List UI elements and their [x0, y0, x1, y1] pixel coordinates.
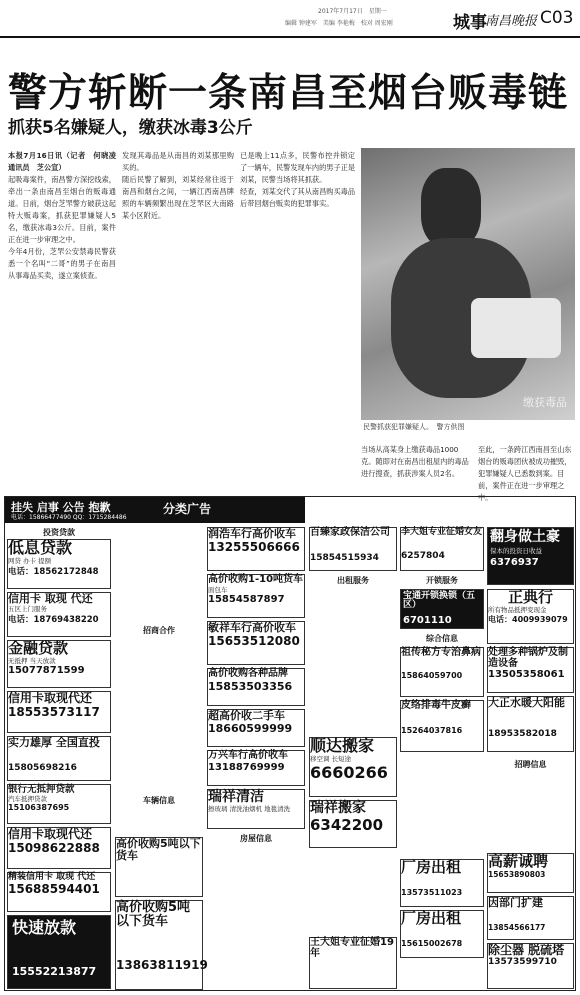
ad-phone: 15615002678	[401, 938, 463, 948]
photo-evidence-package	[471, 298, 561, 358]
ad-phone: 15854587897	[208, 593, 285, 605]
category-misc: 综合信息	[426, 634, 458, 643]
category-rent: 出租服务	[337, 576, 369, 585]
ad-phone: 6660266	[310, 762, 388, 782]
ad-phone: 6701110	[403, 614, 452, 626]
ad-phone: 15098622888	[8, 840, 100, 855]
ad-phone: 18660599999	[208, 721, 293, 735]
ad-become-rich	[487, 527, 574, 585]
article-paragraph: 发现其毒品是从南昌的刘某那里购买的。	[122, 151, 234, 172]
ad-title: 百臻家政保洁公司	[310, 527, 390, 538]
ad-dust-collector	[487, 943, 574, 989]
ad-buy-all-brands	[207, 668, 305, 706]
ad-phone: 6342200	[310, 815, 384, 834]
article-bottom-right: 至此，一条跨江西南昌至山东烟台的贩毒团伙被成功摧毁，犯罪嫌疑人已悉数到案。目前，案件正在进一步审理之中。	[478, 445, 572, 502]
article-paragraph: 经查，刘某交代了其从南昌购买毒品后带回烟台贩卖的犯罪事实。	[240, 187, 356, 208]
ad-department-expansion	[487, 896, 574, 940]
ad-title: 宝通开锁换锁（五区）	[403, 591, 476, 611]
ad-title: 快速放款	[12, 918, 77, 937]
ad-marriage-li	[400, 527, 484, 571]
ad-title: 银行无抵押贷款	[8, 784, 75, 795]
ad-psoriasis	[400, 700, 484, 752]
article-paragraph: 今年4月份，芝罘公安禁毒民警获悉一个名叫“二哥”的男子在南昌从事毒品买卖，遂立案侦查。	[8, 247, 116, 280]
ad-phone: 电话：18562172848	[8, 566, 99, 577]
issue-date: 2017年7月17日 星期一	[318, 8, 387, 15]
ad-phone: 13573511023	[401, 887, 463, 897]
ad-shunda-moving	[309, 737, 397, 797]
ad-low-interest-loan	[7, 539, 111, 589]
ad-text: 无抵押 当天放款	[8, 656, 56, 665]
ad-text: 移空调 长短途	[310, 754, 352, 763]
ad-national-placement	[7, 736, 111, 781]
ad-phone: 15805698216	[8, 762, 77, 773]
subheadline: 抓获5名嫌疑人，缴获冰毒3公斤	[8, 118, 253, 138]
ad-phone: 15864059700	[401, 670, 463, 680]
ad-wanxing-cars	[207, 750, 305, 786]
classifieds-header-label: 分类广告	[163, 502, 212, 516]
ad-phone: 6376937	[490, 556, 539, 568]
ad-text: 网贷 办卡 提额	[8, 556, 52, 565]
ad-text: 所有物品抵押变现金	[488, 605, 547, 614]
ad-title: 厂房出租	[401, 909, 462, 927]
category-house: 房屋信息	[240, 834, 272, 843]
ad-phone: 6257804	[401, 551, 445, 562]
ad-phone: 15653512080	[208, 633, 300, 648]
article-paragraph: 随后民警了解到，刘某经常往返于南昌和烟台之间，一辆江西南昌牌照的车辆频繁出现在芝罘区大南路某小区附近。	[122, 175, 234, 220]
ad-title: 李大姐专业征婚女友	[401, 527, 483, 537]
masthead	[0, 0, 580, 38]
ad-phone: 13573599710	[488, 956, 557, 967]
newspaper-logo: 南昌晚报	[485, 14, 538, 29]
classifieds-header	[5, 497, 305, 523]
ad-credit-card-4	[7, 872, 111, 912]
article-paragraph: 已是晚上11点多，民警布控并锁定了一辆车，民警发现车内的男子正是刘某，民警当场将其抓获。	[240, 151, 356, 184]
ad-ruixiang-moving	[309, 800, 397, 848]
section-title: 城事	[453, 13, 487, 33]
masthead-rule	[0, 36, 580, 38]
ad-phone: 15106387695	[8, 802, 70, 812]
ad-title: 大正水暖大阳能	[488, 696, 565, 709]
ad-phone: 13854566177	[488, 922, 546, 932]
ad-title: 实力雄厚 全国直投	[8, 736, 100, 749]
ad-title: 信用卡 取现 代还	[8, 592, 93, 605]
ad-title: 低息贷款	[8, 538, 73, 557]
headline: 警方斩断一条南昌至烟台贩毒链	[8, 71, 569, 116]
ad-title: 翻身做土豪	[490, 529, 560, 545]
ad-factory-rent-1	[400, 859, 484, 907]
ad-nose-remedy	[400, 647, 484, 697]
ad-credit-card-3	[7, 827, 111, 869]
article-bottom-left: 当场从高某身上缴获毒品1000克。随即对在南昌出租屋内的毒品进行搜查，抓获涉案人员2名。	[361, 445, 469, 478]
ad-ruixiang-cleaning	[207, 789, 305, 829]
ad-phone: 电话：4009939079	[488, 614, 568, 624]
ad-phone: 15688594401	[8, 882, 100, 897]
ad-title: 精装信用卡 取现 代还	[8, 872, 96, 882]
ad-title: 顺达搬家	[310, 736, 375, 755]
ad-text: 面包车	[208, 585, 228, 594]
ad-title: 高薪诚聘	[488, 852, 549, 870]
page-number: C03	[540, 8, 574, 28]
article-byline: 本报7月16日讯（记者 何晓凌 通讯员 芝公宣）	[8, 151, 124, 172]
ad-credit-card-2	[7, 691, 111, 733]
category-sell-car: 车辆信息	[143, 796, 175, 805]
ad-phone: 18553573117	[8, 704, 100, 719]
ad-fast-loan	[7, 915, 111, 989]
ad-buy-trucks-2	[207, 574, 305, 618]
ad-buy-cars-high-price	[115, 837, 203, 897]
ad-boiler-equipment	[487, 647, 574, 693]
ad-title: 祖传秘方专治鼻病	[401, 647, 481, 658]
ad-factory-rent-2	[400, 910, 484, 958]
ad-title: 高价收购5吨以下货车	[116, 837, 201, 862]
ad-title: 瑞祥清洁	[208, 789, 264, 805]
ad-text: 保本的投资日收益	[490, 546, 542, 555]
classifieds-header-phone: 电话：15866477490 QQ：1715284486	[11, 514, 127, 521]
ad-phone: 15653890803	[488, 869, 546, 879]
ad-title: 除尘器 脱硫塔	[488, 943, 565, 957]
ad-phone: 15853503356	[208, 679, 293, 693]
ad-phone: 15552213877	[12, 964, 97, 978]
photo-watermark: 缴获毒品	[523, 396, 567, 409]
ad-runhao-cars	[207, 527, 305, 571]
ad-phone: 13863811919	[116, 958, 208, 973]
ad-title: 处理多种锅炉及制造设备	[488, 647, 568, 669]
ad-phone: 13255506666	[208, 539, 300, 554]
ad-marriage-wang	[309, 937, 397, 989]
news-photo	[361, 148, 575, 420]
ad-title: 高价收购各种品牌	[208, 668, 288, 679]
ad-title: 万兴车行高价收车	[208, 750, 288, 761]
ad-title: 王大姐专业征婚19年	[310, 937, 394, 959]
article-paragraph: 起吸毒案件，南昌警方深挖线索，牵出一条由南昌至烟台的贩毒通道。日前，烟台芝罘警方破获这起特大贩毒案，抓获犯罪嫌疑人5名，缴获冰毒3公斤。目前，案件正在进一步审理之中。	[8, 175, 116, 244]
article-column-1	[8, 150, 124, 440]
article-column-3	[240, 150, 355, 440]
ad-zhengdian-pawn	[487, 589, 574, 644]
ad-phone: 18953582018	[488, 728, 557, 739]
ad-credit-card-cash	[7, 592, 111, 637]
ad-title: 金融贷款	[8, 639, 69, 657]
category-open: 开锁服务	[426, 576, 458, 585]
ad-phone: 13188769999	[208, 761, 285, 773]
ad-title: 超高价收二手车	[208, 709, 285, 722]
ad-title: 瑞祥搬家	[310, 800, 366, 816]
ad-title: 敏祥车行高价收车	[208, 621, 296, 634]
ad-buy-trucks	[115, 900, 208, 990]
ad-phone: 15077871599	[8, 664, 85, 676]
ad-minxiang-cars	[207, 621, 305, 665]
ad-phone: 15264037816	[401, 725, 463, 735]
ad-dazheng-plumbing	[487, 696, 574, 752]
ad-finance-loan	[7, 640, 111, 688]
ad-text: 汽车抵押贷款	[8, 794, 47, 803]
ad-high-salary-hiring	[487, 853, 574, 893]
ad-baotong-locksmith	[400, 589, 484, 629]
ad-phone: 15854515934	[310, 552, 379, 563]
category-wanted: 招聘信息	[514, 760, 547, 769]
photo-caption: 民警抓获犯罪嫌疑人。 警方供图	[363, 423, 465, 431]
category-invest: 投资贷款	[43, 528, 75, 537]
ad-title: 润浩车行高价收车	[208, 527, 296, 540]
ad-second-hand-cars	[207, 709, 305, 747]
editor-credits: 编辑 钟建军 美编 李艳梅 校对 周宏刚	[285, 20, 393, 27]
ad-title: 高价收购5吨以下货车	[116, 900, 191, 929]
ad-title: 厂房出租	[401, 858, 462, 876]
ad-title: 因部门扩建	[488, 896, 543, 909]
article-column-2	[122, 150, 234, 440]
ad-text: 擦玻璃 清洗油烟机 地毯清洗	[208, 804, 291, 813]
ad-phone: 13505358061	[488, 669, 565, 680]
classifieds-section	[4, 496, 576, 991]
ad-text: 五区上门服务	[8, 604, 47, 613]
category-recruit: 招商合作	[143, 626, 175, 635]
ad-title: 信用卡取现代还	[8, 827, 93, 841]
photo-figure-head	[421, 168, 481, 248]
ad-title: 皮络排毒牛皮癣	[401, 700, 471, 711]
ad-baizhen-housekeeping	[309, 527, 397, 571]
ad-title: 信用卡取现代还	[8, 691, 93, 705]
classifieds-header-title: 挂失 启事 公告 抱歉	[11, 501, 111, 514]
ad-bank-loan	[7, 784, 111, 824]
ad-title: 正典行	[507, 588, 553, 606]
ad-phone: 电话：18769438220	[8, 614, 99, 625]
ad-title: 高价收购1-10吨货车	[208, 574, 304, 585]
